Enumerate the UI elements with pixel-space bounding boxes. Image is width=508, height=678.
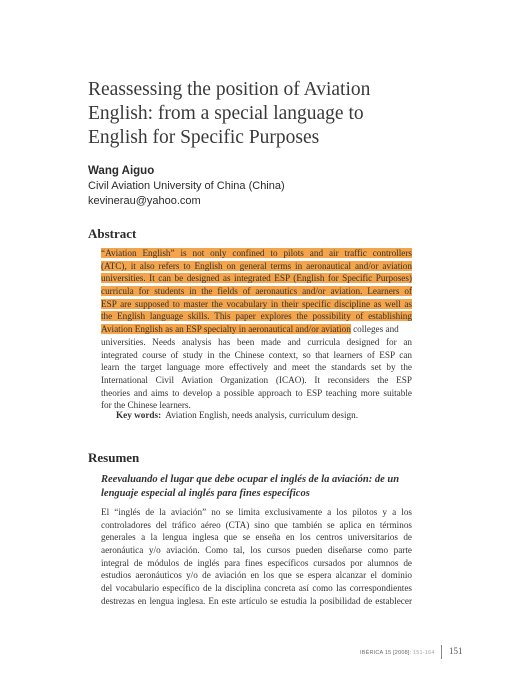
resumen-line: del vocabulario específico de la disciplina concreta así como las correspondientes	[101, 583, 412, 594]
abstract-heading: Abstract	[88, 226, 137, 241]
resumen-line: generales a la lengua inglesa que se enseña en los centros universitarios de	[101, 532, 412, 543]
abstract-line	[101, 323, 412, 336]
resumen-line: integral de módulos de inglés para fines específicos cursados por alumnos de	[101, 557, 412, 568]
keywords-value: Aviation English, needs analysis, curriculum design.	[165, 410, 358, 420]
resumen-line: estudios aeronáuticos y/o de aviación en los que se espera alcanzar el dominio	[101, 570, 412, 581]
highlighted-text: the English language skills. This paper explores the possibility of establishing	[101, 311, 412, 322]
abstract-line: for the Chinese learners.	[101, 400, 191, 411]
abstract-line-rest: colleges and	[350, 324, 399, 335]
keywords	[116, 410, 358, 420]
resumen-title-line: lenguaje especial al inglés para fines específicos	[101, 487, 310, 499]
abstract-line	[101, 285, 412, 298]
resumen-title-line: Reevaluando el lugar que debe ocupar el inglés de la aviación: de un	[101, 474, 400, 485]
author-name: Wang Aiguo	[88, 165, 155, 177]
footer-journal	[360, 650, 435, 656]
title-line-1: Reassessing the position of Aviation	[88, 79, 371, 100]
resumen-line: aeronáutica y/o aviación. Como tal, los cursos pueden diseñarse como parte	[101, 545, 412, 556]
resumen-title	[101, 473, 412, 500]
highlighted-text: Aviation English as an ESP specialty in aeronautical and/or aviation	[101, 324, 351, 335]
author-affiliation: Civil Aviation University of China (China)	[88, 180, 285, 192]
title-line-3: English for Specific Purposes	[88, 127, 320, 148]
journal-citation: IBÉRICA 15 [2008]:	[360, 650, 412, 656]
abstract-line	[101, 298, 412, 311]
resumen-heading: Resumen	[88, 450, 140, 465]
resumen-body	[101, 506, 412, 608]
abstract-line: universities. Needs analysis has been made and curricula designed for an	[101, 336, 412, 347]
footer-divider	[441, 645, 442, 659]
highlighted-text: (ATC), it also refers to English on general terms in aeronautical and/or aviation	[101, 260, 412, 271]
journal-pages: 151-164	[413, 650, 435, 656]
highlighted-text: “Aviation English” is not only confined to pilots and air traffic controllers	[101, 248, 412, 258]
paper-title	[88, 78, 428, 150]
abstract-line	[101, 260, 412, 273]
title-line-2: English: from a special language to	[88, 103, 364, 124]
resumen-line: controladores del tráfico aéreo (CTA) sino que también se aplica en términos	[101, 519, 412, 530]
abstract-line: learn the target language more effectively and meet the standards set by the	[101, 362, 412, 373]
author-email[interactable]: kevinerau@yahoo.com	[88, 195, 201, 207]
abstract-line: theories and aims to develop a possible approach to ESP teaching more suitable	[101, 387, 412, 398]
highlighted-text: universities. It can be designed as integrated ESP (English for Specific Purposes)	[101, 273, 412, 284]
highlighted-text: ESP are supposed to master the vocabulary in their specific discipline as well as	[101, 298, 412, 309]
abstract-line	[101, 247, 412, 260]
page-number: 151	[449, 646, 463, 656]
keywords-label: Key words:	[116, 410, 162, 420]
highlighted-text: curricula for students in the fields of aeronautics and/or aviation. Learners of	[101, 286, 412, 297]
abstract-body	[101, 247, 412, 412]
abstract-line: integrated course of study in the Chinese context, so that learners of ESP can	[101, 349, 412, 360]
resumen-line: destrezas en lengua inglesa. En este artículo se estudia la posibilidad de establecer	[101, 595, 412, 606]
abstract-line	[101, 272, 412, 285]
resumen-line: El “inglés de la aviación” no se limita exclusivamente a los pilotos y a los	[101, 507, 412, 517]
abstract-line	[101, 310, 412, 323]
abstract-line: International Civil Aviation Organization (ICAO). It reconsiders the ESP	[101, 374, 412, 385]
